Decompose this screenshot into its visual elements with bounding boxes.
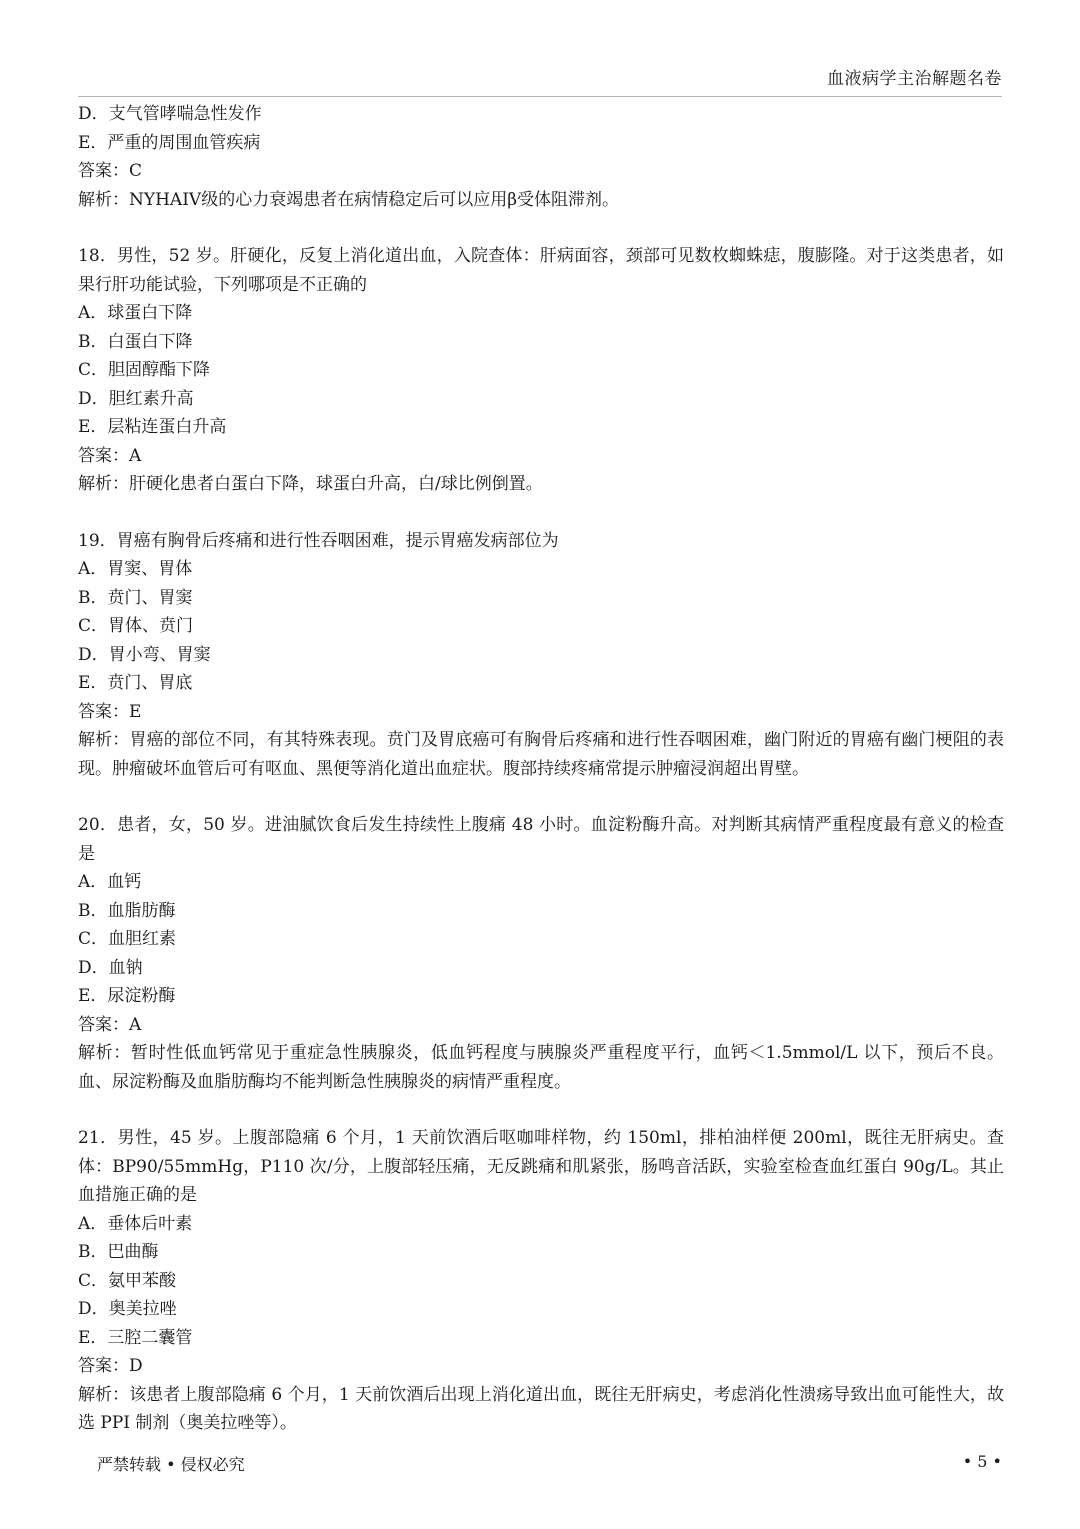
option-a: A．胃窦、胃体	[78, 559, 193, 579]
option-c: C．胃体、贲门	[78, 616, 194, 636]
answer: 答案：A	[78, 1014, 142, 1035]
answer: 答案：A	[78, 445, 142, 466]
question-18	[78, 242, 1004, 499]
question-17-tail	[78, 100, 1004, 214]
option-b: B．贲门、胃窦	[78, 587, 193, 608]
question-stem: 21．男性，45 岁。上腹部隐痛 6 个月，1 天前饮酒后呕咖啡样物，约 150ml，排柏油样便 200ml，既往无肝病史。查体：BP90/55mmHg，P110 次/分，上腹部轻压痛，无反跳痛和肌紧张，肠鸣音活跃，实验室检查血红蛋白 90g/L。其止血措施正确的是	[78, 1128, 1004, 1205]
option-d: D．胆红素升高	[78, 388, 194, 409]
question-20	[78, 811, 1004, 1096]
option-e: E．三腔二囊管	[78, 1327, 193, 1348]
page-number: • 5 •	[962, 1452, 1002, 1471]
question-19	[78, 527, 1004, 784]
option-d: D．血钠	[78, 957, 143, 978]
question-stem: 20．患者，女，50 岁。进油腻饮食后发生持续性上腹痛 48 小时。血淀粉酶升高。对判断其病情严重程度最有意义的检查是	[78, 815, 1004, 864]
option-a: A．球蛋白下降	[78, 303, 193, 323]
option-c: C．胆固醇酯下降	[78, 360, 211, 380]
option-e: E．贲门、胃底	[78, 673, 193, 693]
option-d: D．奥美拉唑	[78, 1299, 177, 1319]
question-21	[78, 1124, 1004, 1438]
analysis: 解析：NYHAIV级的心力衰竭患者在病情稳定后可以应用β受体阻滞剂。	[78, 189, 620, 210]
analysis: 解析：胃癌的部位不同，有其特殊表现。贲门及胃底癌可有胸骨后疼痛和进行性吞咽困难，幽门附近的胃癌有幽门梗阻的表现。肿瘤破坏血管后可有呕血、黑便等消化道出血症状。腹部持续疼痛常提示肿瘤浸润超出胃壁。	[78, 730, 1004, 779]
option-b: B．白蛋白下降	[78, 331, 193, 352]
option-b: B．巴曲酶	[78, 1242, 159, 1262]
question-stem: 18．男性，52 岁。肝硬化，反复上消化道出血，入院查体：肝病面容，颈部可见数枚蜘蛛痣，腹膨隆。对于这类患者，如果行肝功能试验，下列哪项是不正确的	[78, 246, 1004, 295]
answer: 答案：E	[78, 701, 142, 722]
answer: 答案：C	[78, 161, 143, 181]
option-b: B．血脂肪酶	[78, 900, 176, 921]
analysis: 解析：暂时性低血钙常见于重症急性胰腺炎，低血钙程度与胰腺炎严重程度平行，血钙＜1.5mmol/L 以下，预后不良。血、尿淀粉酶及血脂肪酶均不能判断急性胰腺炎的病情严重程度。	[78, 1043, 1004, 1092]
option-c: C．血胆红素	[78, 929, 177, 949]
option-c: C．氨甲苯酸	[78, 1270, 177, 1291]
page-content	[78, 100, 1004, 1438]
option-e: E．尿淀粉酶	[78, 986, 176, 1006]
analysis: 解析：肝硬化患者白蛋白下降，球蛋白升高，白/球比例倒置。	[78, 474, 543, 494]
question-stem: 19．胃癌有胸骨后疼痛和进行性吞咽困难，提示胃癌发病部位为	[78, 530, 559, 551]
header-title: 血液病学主治解题名卷	[827, 69, 1002, 89]
option-d: D．胃小弯、胃窦	[78, 644, 211, 665]
option-d: D．支气管哮喘急性发作	[78, 104, 262, 124]
option-a: A．垂体后叶素	[78, 1213, 193, 1234]
option-a: A．血钙	[78, 872, 142, 892]
header-divider	[78, 96, 1002, 97]
option-e: E．严重的周围血管疾病	[78, 132, 261, 153]
footer-copyright: 严禁转载 • 侵权必究	[97, 1455, 245, 1474]
answer: 答案：D	[78, 1356, 143, 1376]
analysis: 解析：该患者上腹部隐痛 6 个月，1 天前饮酒后出现上消化道出血，既往无肝病史，考虑消化性溃疡导致出血可能性大，故选 PPI 制剂（奥美拉唑等）。	[78, 1384, 1004, 1433]
option-e: E．层粘连蛋白升高	[78, 417, 227, 437]
